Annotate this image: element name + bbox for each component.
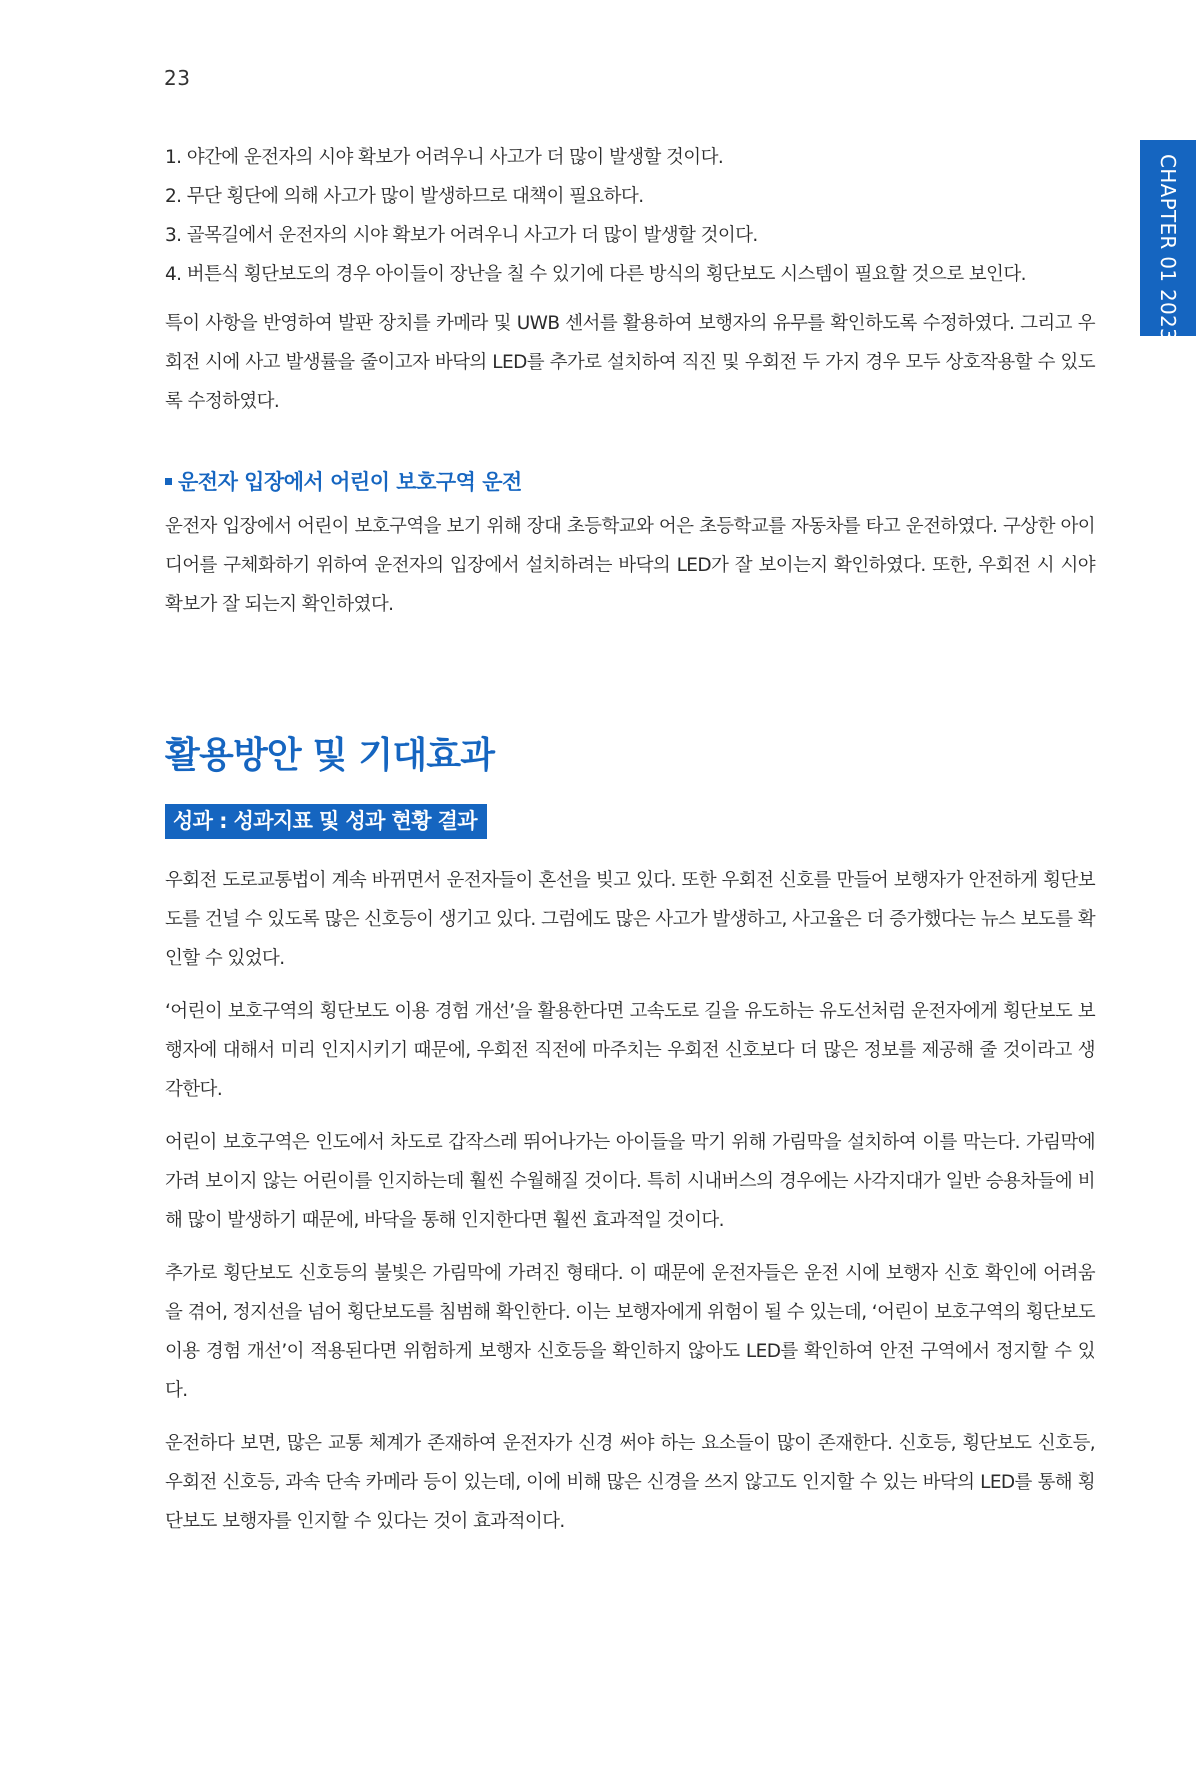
result-label: 성과 : 성과지표 및 성과 현황 결과 [165,804,487,839]
body-paragraph: ‘어린이 보호구역의 횡단보도 이용 경험 개선’을 활용한다면 고속도로 길을 유도하는 유도선처럼 운전자에게 횡단보도 보행자에 대해서 미리 인지시키기 때문에, 우회전 직전에 마주치는 우회전 신호보다 더 많은 정보를 제공해 줄 것이라고 생각한다. [165,1001,1095,1100]
subsection-heading [165,463,1095,501]
issue-list [165,138,1095,294]
list-item: 2. 무단 횡단에 의해 사고가 많이 발생하므로 대책이 필요하다. [165,186,644,207]
page-content [165,138,1095,1541]
bullet-square-icon [165,478,172,485]
chapter-tab-label: CHAPTER 01 2023 [1156,154,1180,342]
revision-paragraph: 특이 사항을 반영하여 발판 장치를 카메라 및 UWB 센서를 활용하여 보행자의 유무를 확인하도록 수정하였다. 그리고 우회전 시에 사고 발생률을 줄이고자 바닥의 LED를 추가로 설치하여 직진 및 우회전 두 가지 경우 모두 상호작용할 수 있도록 수정하였다. [165,313,1095,412]
list-item: 3. 골목길에서 운전자의 시야 확보가 어려우니 사고가 더 많이 발생할 것이다. [165,225,758,246]
body-paragraph: 운전하다 보면, 많은 교통 체계가 존재하여 운전자가 신경 써야 하는 요소들이 많이 존재한다. 신호등, 횡단보도 신호등, 우회전 신호등, 과속 단속 카메라 등이 있는데, 이에 비해 많은 신경을 쓰지 않고도 인지할 수 있는 바닥의 LED를 통해 횡단보도 보행자를 인지할 수 있다는 것이 효과적이다. [165,1433,1095,1532]
body-paragraph: 우회전 도로교통법이 계속 바뀌면서 운전자들이 혼선을 빚고 있다. 또한 우회전 신호를 만들어 보행자가 안전하게 횡단보도를 건널 수 있도록 많은 신호등이 생기고 있다. 그럼에도 많은 사고가 발생하고, 사고율은 더 증가했다는 뉴스 보도를 확인할 수 있었다. [165,870,1095,969]
chapter-tab [1140,140,1196,342]
driver-test-paragraph: 운전자 입장에서 어린이 보호구역을 보기 위해 장대 초등학교와 어은 초등학교를 자동차를 타고 운전하였다. 구상한 아이디어를 구체화하기 위하여 운전자의 입장에서 설치하려는 바닥의 LED가 잘 보이는지 확인하였다. 또한, 우회전 시 시야 확보가 잘 되는지 확인하였다. [165,516,1095,615]
subsection-heading-text: 운전자 입장에서 어린이 보호구역 운전 [178,470,522,494]
section-title: 활용방안 및 기대효과 [165,735,495,776]
list-item: 1. 야간에 운전자의 시야 확보가 어려우니 사고가 더 많이 발생할 것이다. [165,147,724,168]
body-paragraph: 어린이 보호구역은 인도에서 차도로 갑작스레 뛰어나가는 아이들을 막기 위해 가림막을 설치하여 이를 막는다. 가림막에 가려 보이지 않는 어린이를 인지하는데 훨씬 수월해질 것이다. 특히 시내버스의 경우에는 사각지대가 일반 승용차들에 비해 많이 발생하기 때문에, 바닥을 통해 인지한다면 훨씬 효과적일 것이다. [165,1132,1095,1231]
list-item: 4. 버튼식 횡단보도의 경우 아이들이 장난을 칠 수 있기에 다른 방식의 횡단보도 시스템이 필요할 것으로 보인다. [165,264,1026,285]
body-paragraph: 추가로 횡단보도 신호등의 불빛은 가림막에 가려진 형태다. 이 때문에 운전자들은 운전 시에 보행자 신호 확인에 어려움을 겪어, 정지선을 넘어 횡단보도를 침범해 확인한다. 이는 보행자에게 위험이 될 수 있는데, ‘어린이 보호구역의 횡단보도 이용 경험 개선’이 적용된다면 위험하게 보행자 신호등을 확인하지 않아도 LED를 확인하여 안전 구역에서 정지할 수 있다. [165,1263,1095,1401]
page-number: 23 [164,66,191,90]
